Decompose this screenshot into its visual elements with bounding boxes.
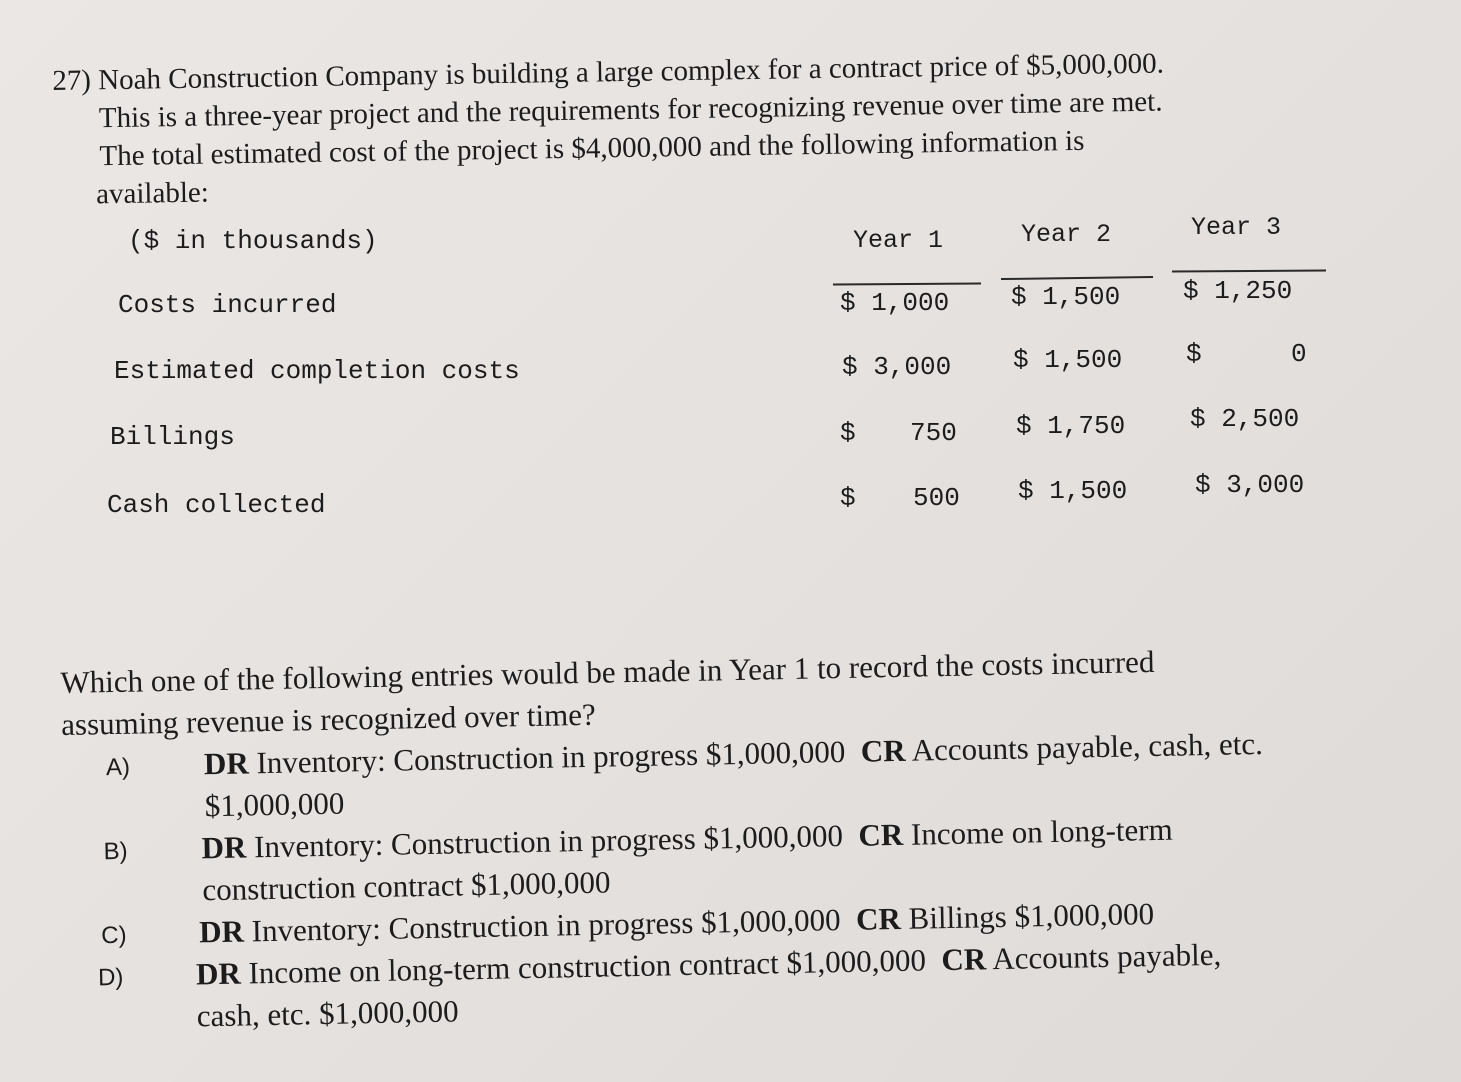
costs-incurred-year-3: $ 1,250 <box>1183 276 1293 306</box>
estimated-completion-year-1: $ 3,000 <box>842 352 952 382</box>
question-line-1: Which one of the following entries would be made in Year 1 to record the costs incurred <box>60 643 1155 700</box>
option-c-letter: C) <box>101 921 127 950</box>
option-d-cr-tag: CR <box>941 941 987 978</box>
option-d-continuation: cash, etc. $1,000,000 <box>196 993 459 1034</box>
row-label-billings: Billings <box>110 422 235 452</box>
option-d-dr-tag: DR <box>195 955 242 992</box>
billings-year-1-dollar-sign: $ <box>840 418 856 448</box>
problem-line-3: The total estimated cost of the project is $4,000,000 and the following information is <box>99 124 1085 173</box>
cash-collected-year-3: $ 3,000 <box>1195 470 1305 500</box>
option-a-cr-text: Accounts payable, cash, etc. <box>911 725 1264 768</box>
cash-collected-year-2: $ 1,500 <box>1018 476 1128 506</box>
estimated-completion-year-3-dollar-sign: $ <box>1186 339 1202 369</box>
option-a-letter: A) <box>105 753 131 782</box>
estimated-completion-year-3: 0 <box>1291 339 1307 369</box>
year-2-underline <box>1001 276 1153 280</box>
estimated-completion-year-2: $ 1,500 <box>1013 345 1123 375</box>
option-b-cr-tag: CR <box>858 816 904 853</box>
column-header-year-2: Year 2 <box>1021 220 1112 249</box>
option-b-dr-tag: DR <box>201 829 247 866</box>
cash-collected-year-1: 500 <box>913 483 960 513</box>
problem-line-4: available: <box>95 176 210 211</box>
costs-incurred-year-2: $ 1,500 <box>1011 282 1121 312</box>
option-a-cr-tag: CR <box>860 732 906 769</box>
option-c-dr-text: Inventory: Construction in progress $1,000,000 <box>251 902 841 949</box>
problem-line-1: 27) Noah Construction Company is building a large complex for a contract price of $5,000,000. <box>52 47 1165 97</box>
billings-year-3: $ 2,500 <box>1190 404 1300 434</box>
option-a-dr-tag: DR <box>203 745 250 782</box>
unit-note: ($ in thousands) <box>128 226 378 256</box>
billings-year-2: $ 1,750 <box>1016 411 1126 441</box>
cash-collected-year-1-dollar-sign: $ <box>840 483 856 513</box>
column-header-year-1: Year 1 <box>853 226 944 255</box>
row-label-cash-collected: Cash collected <box>107 490 326 520</box>
option-a-continuation: $1,000,000 <box>204 785 345 824</box>
option-c-cr-text: Billings $1,000,000 <box>908 896 1155 936</box>
year-1-underline <box>833 282 981 285</box>
problem-line-2: This is a three-year project and the requirements for recognizing revenue over time are met. <box>98 85 1163 135</box>
costs-incurred-year-1: $ 1,000 <box>840 288 950 318</box>
year-3-underline <box>1172 269 1326 272</box>
billings-year-1: 750 <box>910 418 957 448</box>
option-d-dr-text: Income on long-term construction contract $1,000,000 <box>248 942 927 991</box>
option-c-cr-tag: CR <box>855 900 902 937</box>
option-c-dr-tag: DR <box>198 913 245 950</box>
option-b-continuation: construction contract $1,000,000 <box>202 864 611 908</box>
row-label-costs-incurred: Costs incurred <box>118 290 337 320</box>
row-label-estimated-completion-costs: Estimated completion costs <box>114 356 520 386</box>
column-header-year-3: Year 3 <box>1191 213 1282 242</box>
option-d-letter: D) <box>97 963 124 992</box>
option-a-dr-text: Inventory: Construction in progress $1,000,000 <box>256 733 846 781</box>
option-b-dr-text: Inventory: Construction in progress $1,000,000 <box>253 818 844 865</box>
option-b-cr-text: Income on long-term <box>910 811 1173 852</box>
option-d-cr-text: Accounts payable, <box>991 936 1222 977</box>
question-line-2: assuming revenue is recognized over time? <box>60 696 596 742</box>
option-b-letter: B) <box>103 837 128 866</box>
multiple-choice-question <box>60 636 1397 1039</box>
